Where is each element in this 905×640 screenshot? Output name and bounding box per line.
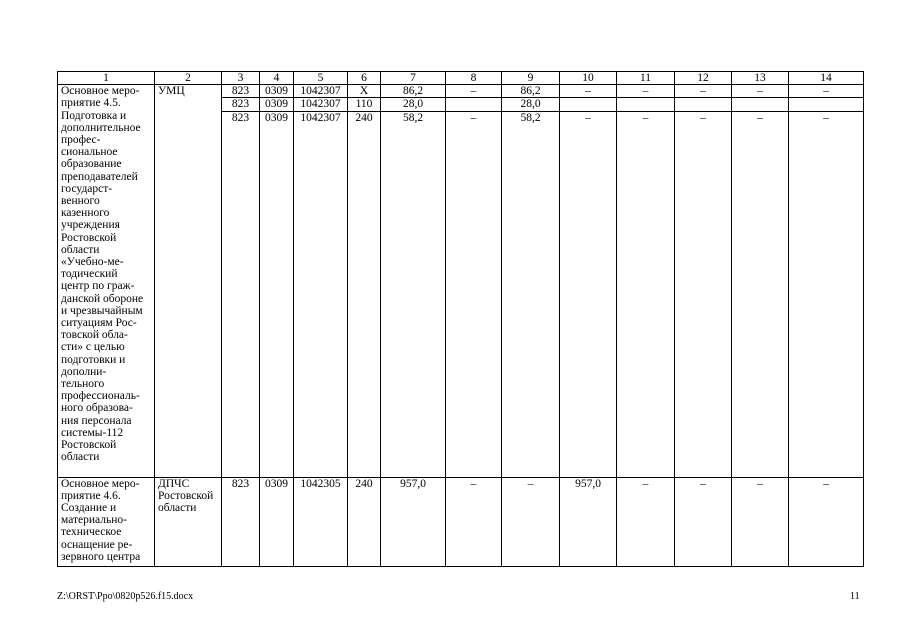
column-number: 6 <box>348 72 381 85</box>
table-cell: 0309 <box>260 477 294 566</box>
text-line: оснащение ре- <box>61 538 133 551</box>
table-cell: 28,0 <box>502 98 560 111</box>
text-line: Основное меро- <box>61 85 140 98</box>
table-cell: 823 <box>222 98 260 111</box>
activity-name-cell <box>58 85 155 477</box>
column-number: 11 <box>617 72 675 85</box>
text-line: учреждения <box>61 219 120 232</box>
text-line: «Учебно-ме- <box>61 256 124 269</box>
table-cell: 957,0 <box>381 477 446 566</box>
table-cell: 1042305 <box>294 477 348 566</box>
column-number: 12 <box>675 72 732 85</box>
table-cell: 823 <box>222 477 260 566</box>
text-line: профес- <box>61 134 101 147</box>
table-cell: 1042307 <box>294 85 348 98</box>
table-cell: 58,2 <box>381 111 446 477</box>
table-cell: – <box>446 477 502 566</box>
table-cell: – <box>560 111 617 477</box>
column-number: 14 <box>789 72 864 85</box>
table-cell: – <box>560 85 617 98</box>
table-cell: 240 <box>348 111 381 477</box>
activity-name <box>61 85 152 463</box>
text-line: ния персонала <box>61 414 132 427</box>
table-cell: – <box>675 85 732 98</box>
activity-name-cell <box>58 477 155 566</box>
table-cell: 957,0 <box>560 477 617 566</box>
column-number: 2 <box>155 72 222 85</box>
table-cell: – <box>732 85 789 98</box>
text-line: Ростовской <box>61 231 117 244</box>
column-number: 9 <box>502 72 560 85</box>
table-row <box>58 85 864 98</box>
table-cell: – <box>789 85 864 98</box>
text-line: приятие 4.6. <box>61 489 121 502</box>
column-number: 5 <box>294 72 348 85</box>
column-number: 7 <box>381 72 446 85</box>
text-line: области <box>61 243 100 256</box>
text-line: ного образова- <box>61 402 133 415</box>
table-cell: – <box>617 85 675 98</box>
column-number: 13 <box>732 72 789 85</box>
column-number: 10 <box>560 72 617 85</box>
table-cell: Х <box>348 85 381 98</box>
executor-cell <box>155 477 222 566</box>
text-line: венного <box>61 195 100 208</box>
table-cell: 1042307 <box>294 98 348 111</box>
page-number: 11 <box>850 591 860 602</box>
text-line: приятие 4.5. <box>61 97 121 110</box>
table-cell: – <box>789 111 864 477</box>
column-number: 4 <box>260 72 294 85</box>
table-cell <box>732 98 789 111</box>
text-line: ДПЧС <box>158 477 190 490</box>
table-cell: 86,2 <box>502 85 560 98</box>
table-cell: – <box>446 85 502 98</box>
budget-table <box>57 71 864 567</box>
text-line: данской обороне <box>61 292 144 305</box>
table-cell: 823 <box>222 111 260 477</box>
text-line: профессиональ- <box>61 390 140 403</box>
text-line: зервного центра <box>61 550 141 563</box>
text-line: подготовки и <box>61 353 126 366</box>
text-line: преподавателей <box>61 170 138 183</box>
text-line: тодический <box>61 268 118 281</box>
table-cell: 1042307 <box>294 111 348 477</box>
text-line: сти» с целью <box>61 341 125 354</box>
table-cell: – <box>732 477 789 566</box>
text-line: области <box>61 451 100 464</box>
table-cell: 240 <box>348 477 381 566</box>
column-number: 3 <box>222 72 260 85</box>
table-cell: – <box>617 111 675 477</box>
table-row <box>58 477 864 566</box>
table-cell <box>446 98 502 111</box>
header-row <box>58 72 864 85</box>
table-cell: 110 <box>348 98 381 111</box>
text-line: сиональное <box>61 146 118 159</box>
table-cell: 0309 <box>260 98 294 111</box>
text-line: Основное меро- <box>61 477 140 490</box>
table-cell <box>560 98 617 111</box>
text-line: материально- <box>61 514 127 527</box>
footer-file-path: Z:\ORST\Ppo\0820p526.f15.docx <box>57 591 194 602</box>
table-cell: 0309 <box>260 85 294 98</box>
table-cell: – <box>617 477 675 566</box>
text-line: тельного <box>61 378 105 391</box>
text-line: техническое <box>61 526 122 539</box>
text-line: товской обла- <box>61 329 128 342</box>
activity-name <box>61 478 152 563</box>
table-cell: – <box>675 477 732 566</box>
executor-cell: УМЦ <box>155 85 222 477</box>
table-cell: 0309 <box>260 111 294 477</box>
text-line: Ростовской <box>61 439 117 452</box>
table-cell: 28,0 <box>381 98 446 111</box>
table-cell: 86,2 <box>381 85 446 98</box>
text-line: государст- <box>61 182 113 195</box>
text-line: центр по граж- <box>61 280 135 293</box>
text-line: ситуациям Рос- <box>61 317 137 330</box>
text-line: Создание и <box>61 502 117 515</box>
text-line: Ростовской <box>158 489 214 502</box>
text-line: образование <box>61 158 122 171</box>
table-cell <box>675 98 732 111</box>
text-line: Подготовка и <box>61 109 127 122</box>
table-cell: – <box>732 111 789 477</box>
text-line: казенного <box>61 207 110 220</box>
column-number: 1 <box>58 72 155 85</box>
table-cell: 58,2 <box>502 111 560 477</box>
text-line: области <box>158 502 197 515</box>
text-line: системы-112 <box>61 426 124 439</box>
text-line: дополни- <box>61 365 107 378</box>
text-line: и чрезвычайным <box>61 304 143 317</box>
table-cell: – <box>789 477 864 566</box>
table-cell: – <box>675 111 732 477</box>
column-number: 8 <box>446 72 502 85</box>
table-cell: – <box>446 111 502 477</box>
table-cell <box>789 98 864 111</box>
table-cell <box>617 98 675 111</box>
executor-name <box>158 478 219 515</box>
table-cell: 823 <box>222 85 260 98</box>
text-line: дополнительное <box>61 121 141 134</box>
table-cell: – <box>502 477 560 566</box>
